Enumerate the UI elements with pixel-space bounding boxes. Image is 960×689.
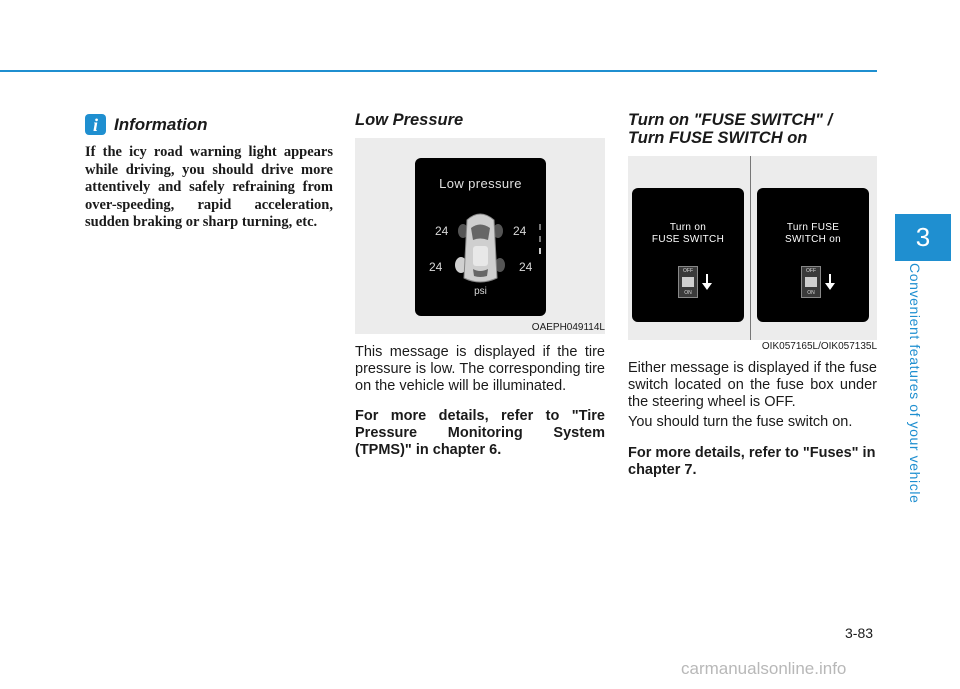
panel2-line1: Turn FUSE: [786, 222, 840, 233]
fuse-panel-1: [632, 188, 744, 322]
low-pressure-caption: OAEPH049114L: [531, 322, 605, 333]
fuse-switch-icon: OFF ON: [801, 266, 821, 298]
fuse-switch-figure: [628, 156, 877, 340]
fuse-switch-body-1: Either message is displayed if the fuse switch located on the fuse box under the steering wheel is OFF.: [628, 360, 877, 410]
fuse-switch-caption: OIK057165L/OIK057135L: [761, 341, 877, 352]
low-pressure-title: Low Pressure: [355, 111, 464, 129]
tire-front-left: 24: [435, 224, 449, 238]
fuse-panel-2: [757, 188, 869, 322]
information-body: If the icy road warning light appears while driving, you should drive more attentively and safely refraining from over-speeding, rapid acceleration, sudden braking or sharp turning, etc.: [85, 144, 333, 230]
panel1-line2: FUSE SWITCH: [651, 234, 725, 245]
header-rule: [0, 70, 877, 72]
low-pressure-body: This message is displayed if the tire pressure is low. The corresponding tire on the vehicle will be illuminated.: [355, 344, 605, 394]
info-icon: i: [85, 114, 106, 135]
fuse-switch-title-line1: Turn on "FUSE SWITCH" /: [628, 111, 833, 129]
low-pressure-figure: [355, 138, 605, 334]
figure-divider: [750, 156, 751, 340]
fuse-switch-reference: For more details, refer to "Fuses" in chapter 7.: [628, 445, 876, 478]
chapter-tab: 3: [895, 214, 951, 261]
display-title: Low pressure: [439, 176, 522, 191]
low-pressure-reference: For more details, refer to "Tire Pressure Monitoring System (TPMS)" in chapter 6.: [355, 408, 605, 458]
pressure-unit: psi: [474, 286, 487, 297]
panel2-line2: SWITCH on: [784, 234, 842, 245]
information-heading: [85, 114, 208, 135]
watermark: carmanualsonline.info: [681, 659, 847, 678]
tire-rear-right: 24: [519, 260, 533, 274]
tire-rear-left: 24: [429, 260, 443, 274]
arrow-down-icon: [825, 274, 835, 290]
arrow-down-icon: [702, 274, 712, 290]
panel1-line1: Turn on: [669, 222, 707, 233]
fuse-switch-title-line2: Turn FUSE SWITCH on: [628, 129, 808, 147]
fuse-switch-body-2: You should turn the fuse switch on.: [628, 414, 853, 430]
fuse-switch-icon: OFF ON: [678, 266, 698, 298]
cluster-display: [415, 158, 546, 316]
tire-front-right: 24: [513, 224, 527, 238]
page-number: 3-83: [845, 625, 874, 641]
chapter-title: Convenient features of your vehicle: [907, 263, 923, 504]
information-title: Information: [114, 114, 208, 134]
